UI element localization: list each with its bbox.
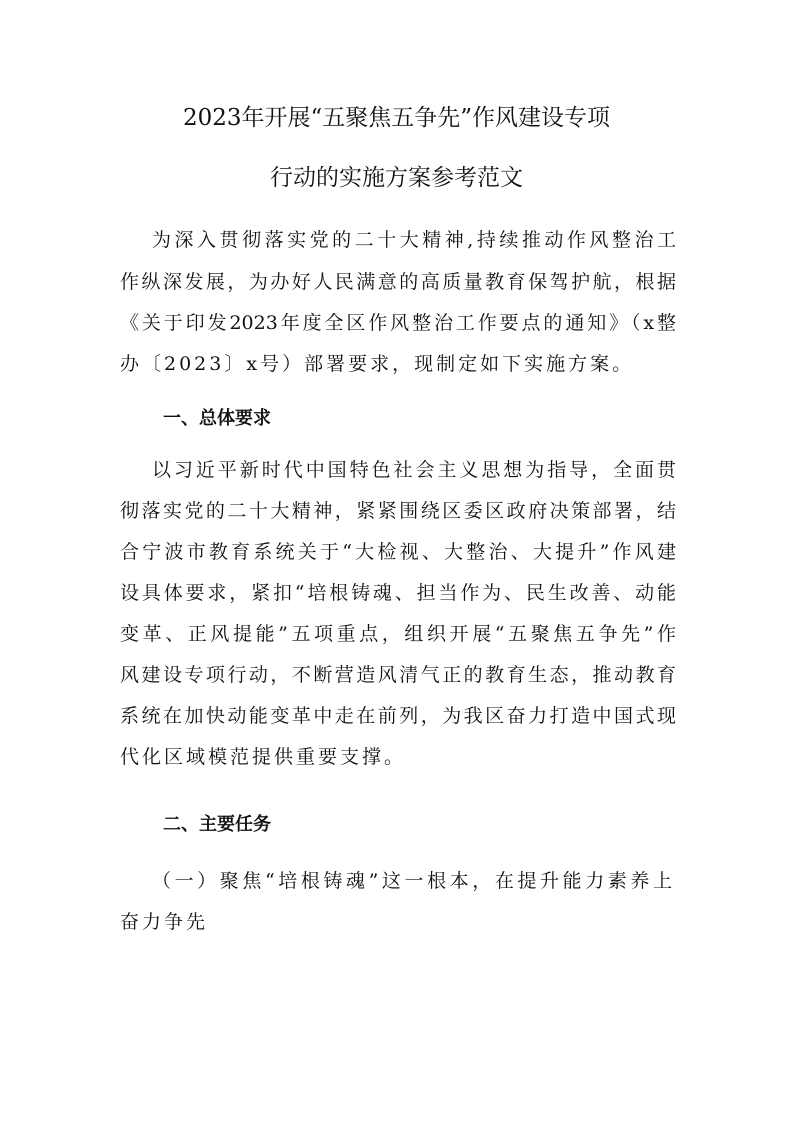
intro-line: 为深入贯彻落实党的二十大精神,持续推动作风整治工	[152, 229, 676, 251]
intro-line: 《关于印发2023年度全区作风整治工作要点的通知》（x整	[120, 312, 676, 334]
subheading-line: （一）聚焦“培根铸魂”这一根本，在提升能力素养上	[152, 870, 672, 892]
title-line-1: 2023年开展“五聚焦五争先”作风建设专项	[182, 105, 611, 131]
intro-line: 作纵深发展，为办好人民满意的高质量教育保驾护航，根据	[120, 271, 676, 293]
body-line: 风建设专项行动，不断营造风清气正的教育生态，推动教育	[120, 664, 676, 686]
section-heading-2: 二、主要任务	[163, 814, 271, 835]
body-line: 代化区域模范提供重要支撑。	[120, 746, 407, 768]
intro-line: 办〔2023〕x号）部署要求，现制定如下实施方案。	[120, 353, 635, 375]
body-line: 彻落实党的二十大精神，紧紧围绕区委区政府决策部署，结	[120, 500, 676, 522]
body-line: 以习近平新时代中国特色社会主义思想为指导，全面贯	[152, 459, 676, 481]
subheading-line: 奋力争先	[120, 911, 209, 933]
body-line: 变革、正风提能”五项重点，组织开展“五聚焦五争先”作	[120, 623, 676, 645]
body-line: 设具体要求，紧扣“培根铸魂、担当作为、民生改善、动能	[120, 582, 676, 604]
section-heading-1: 一、总体要求	[163, 408, 271, 429]
body-line: 系统在加快动能变革中走在前列，为我区奋力打造中国式现	[120, 705, 676, 727]
body-line: 合宁波市教育系统关于“大检视、大整治、大提升”作风建	[120, 541, 676, 563]
title-line-2: 行动的实施方案参考范文	[270, 165, 523, 191]
